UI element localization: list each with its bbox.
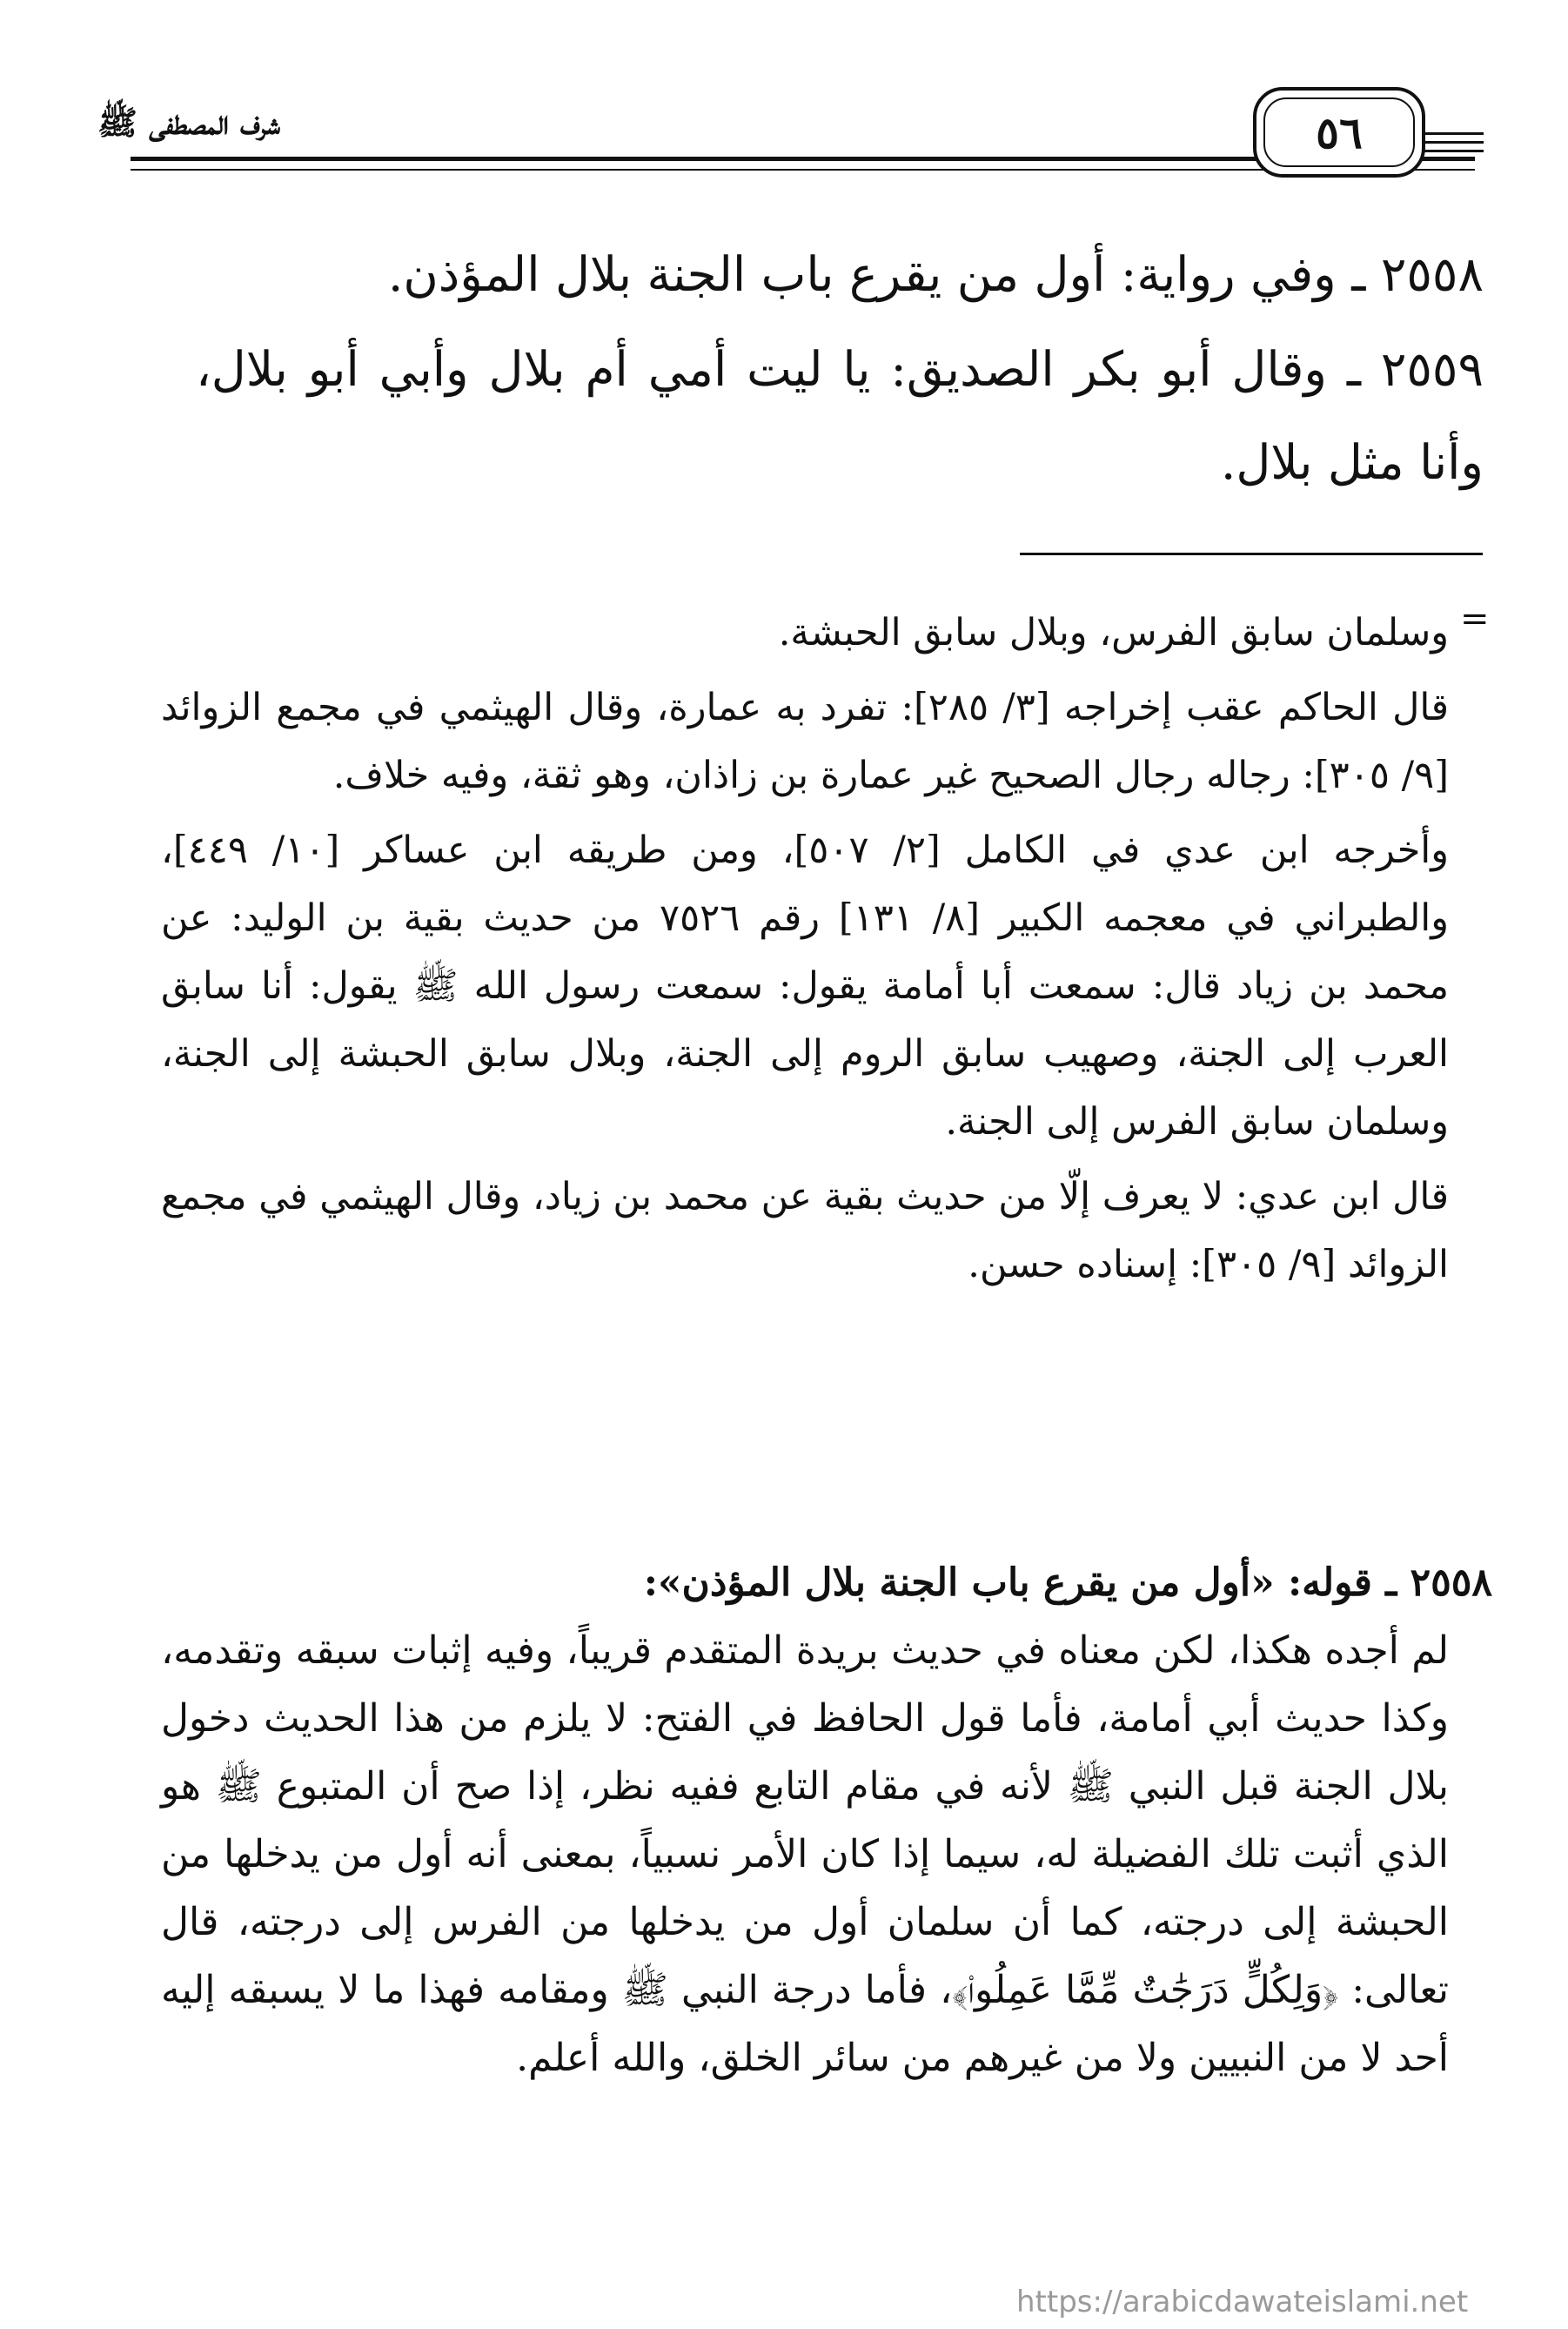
commentary-heading: ٢٥٥٨ ـ قوله: «أول من يقرع باب الجنة بلال المؤذن»:: [643, 1560, 1492, 1605]
running-title: شرف المصطفى ﷺ: [97, 103, 280, 142]
continued-mark: =: [1460, 599, 1490, 639]
footnote-paragraph: وأخرجه ابن عدي في الكامل [٢/ ٥٠٧]، ومن طريقه ابن عساكر [١٠/ ٤٤٩]، والطبراني في معجمه الكبير [٨/ ١٣١] رقم ٧٥٢٦ من حديث بقية بن الوليد: عن محمد بن زياد قال: سمعت أبا أمامة يقول: سمعت رسول الله ﷺ يقول: أنا سابق العرب إلى الجنة، وصهيب سابق الروم إلى الجنة، وبلال سابق الحبشة إلى الجنة، وسلمان سابق الفرس إلى الجنة.: [161, 829, 1450, 1144]
hadith-2559: ٢٥٥٩ ـ وقال أبو بكر الصديق: يا ليت أمي أم بلال وأبي أبو بلال، وأنا مثل بلال.: [196, 341, 1484, 490]
watermark-url: https://arabicdawateislami.net: [1016, 2285, 1469, 2319]
footnotes: [161, 599, 1449, 1305]
commentary-body: لم أجده هكذا، لكن معناه في حديث بريدة المتقدم قريباً، وفيه إثبات سبقه وتقدمه، وكذا حديث أبي أمامة، فأما قول الحافظ في الفتح: لا يلزم من هذا الحديث دخول بلال الجنة قبل النبي ﷺ لأنه في مقام التابع ففيه نظر، إذا صح أن المتبوع ﷺ هو الذي أثبت تلك الفضيلة له، سيما إذا كان الأمر نسبياً، بمعنى أنه أول من يدخلها من الحبشة إلى درجته، كما أن سلمان أول من يدخلها من الفرس إلى درجته، قال تعالى: ﴿وَلِكُلٍّ دَرَجَٰتٌ مِّمَّا عَمِلُوا۟﴾، فأما درجة النبي ﷺ ومقامه فهذا ما لا يسبقه إليه أحد لا من النبيين ولا من غيرهم من سائر الخلق، والله أعلم.: [161, 1628, 1449, 2080]
page-number: ٥٦: [1316, 106, 1363, 158]
footnote-paragraph: قال الحاكم عقب إخراجه [٣/ ٢٨٥]: تفرد به عمارة، وقال الهيثمي في مجمع الزوائد [٩/ ٣٠٥]: رجاله رجال الصحيح غير عمارة بن زاذان، وهو ثقة، وفيه خلاف.: [161, 686, 1450, 797]
footnote-paragraph: وسلمان سابق الفرس، وبلال سابق الحبشة.: [778, 611, 1449, 654]
commentary: [161, 1549, 1492, 2092]
page-number-frame: [1253, 87, 1425, 178]
footnote-paragraph: قال ابن عدي: لا يعرف إلّا من حديث بقية عن محمد بن زياد، وقال الهيثمي في مجمع الزوائد [٩/ ٣٠٥]: إسناده حسن.: [161, 1175, 1449, 1286]
footnote-separator: [1020, 553, 1483, 555]
main-text: [196, 228, 1484, 509]
hadith-2558: ٢٥٥٨ ـ وفي رواية: أول من يقرع باب الجنة بلال المؤذن.: [387, 246, 1484, 302]
